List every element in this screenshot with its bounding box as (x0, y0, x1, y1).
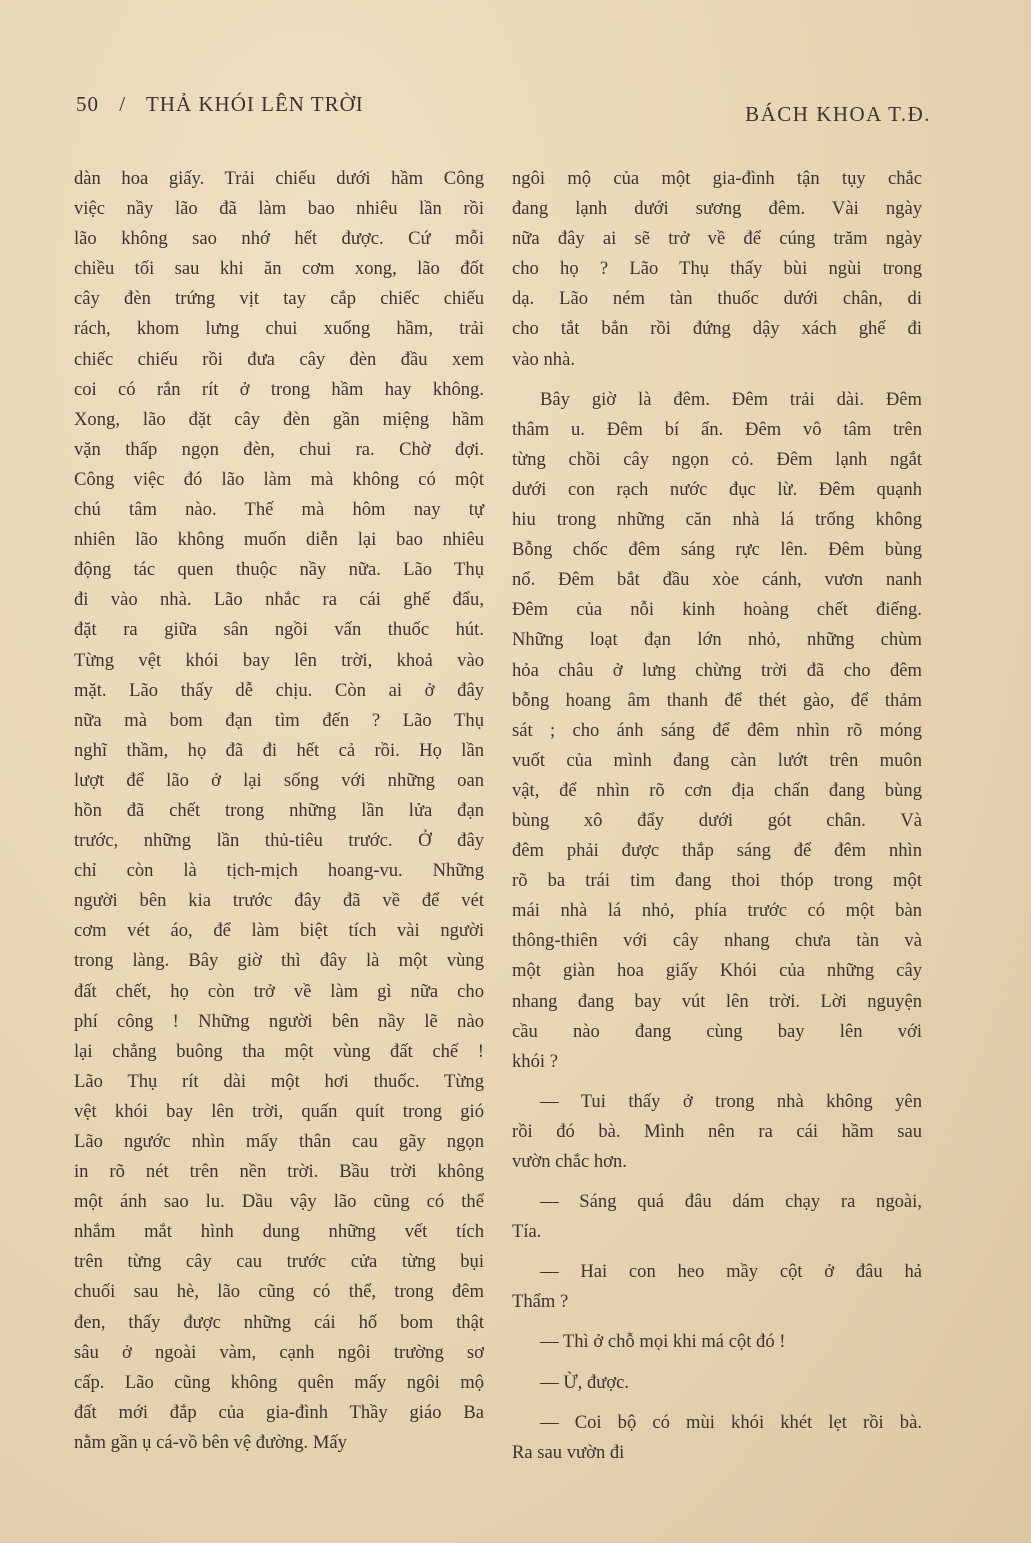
text-line: nhắm mắt hình dung những vết tích (74, 1221, 484, 1243)
text-line: Bây giờ là đêm. Đêm trải dài. Đêm (540, 388, 922, 410)
text-line: việc nầy lão đã làm bao nhiêu lần rồi (74, 198, 484, 220)
text-line: cơm vét áo, để làm biệt tích vài người (74, 920, 484, 942)
text-line: Thẩm ? (512, 1291, 569, 1313)
text-line: rách, khom lưng chui xuống hầm, trải (74, 318, 484, 340)
page-header (76, 92, 931, 132)
text-line: vệt khói bay lên trời, quấn quít trong gió (74, 1100, 484, 1122)
paragraph (512, 1187, 922, 1247)
text-line: chú tâm nào. Thế mà hôm nay tự (74, 499, 484, 521)
text-line: dưới con rạch nước đục lừ. Đêm quạnh (512, 478, 922, 500)
header-separator: / (119, 92, 127, 116)
text-line: Lão Thụ rít dài một hơi thuốc. Từng (74, 1070, 484, 1092)
text-line: cấp. Lão cũng không quên mấy ngôi mộ (74, 1371, 484, 1393)
text-line: — Hai con heo mầy cột ở đâu hả (540, 1261, 922, 1283)
text-line: từng chồi cây ngọn cỏ. Đêm lạnh ngắt (512, 448, 922, 470)
text-line: nổ. Đêm bắt đầu xòe cánh, vươn nanh (512, 569, 922, 591)
text-line: trước, những lần thủ-tiêu trước. Ở đây (74, 830, 484, 852)
text-line: cho tắt bẳn rồi đứng dậy xách ghế đi (512, 318, 922, 340)
paragraph (512, 1257, 922, 1317)
text-line: nữa mà bom đạn tìm đến ? Lão Thụ (74, 709, 484, 731)
text-line: trên từng cây cau trước cửa từng bụi (74, 1251, 484, 1273)
text-line: Từng vệt khói bay lên trời, khoả vào (74, 649, 484, 671)
text-line: ngôi mộ của một gia-đình tận tụy chắc (512, 168, 922, 189)
text-line: mái nhà lá nhỏ, phía trước có một bàn (512, 900, 922, 922)
text-line: Ra sau vườn đi (512, 1441, 625, 1463)
text-line: vuốt của mình đang càn lướt trên muôn (512, 749, 922, 771)
text-line: nhiên lão không muốn diễn lại bao nhiêu (74, 529, 484, 551)
text-line: nữa đây ai sẽ trở về để cúng trăm ngày (512, 228, 922, 250)
text-line: dạ. Lão ném tàn thuốc dưới chân, di (512, 288, 922, 310)
paragraph (512, 164, 922, 375)
right-column (512, 164, 922, 1468)
text-line: Bỗng chốc đêm sáng rực lên. Đêm bùng (512, 539, 922, 561)
paragraph-gap (512, 1177, 922, 1187)
paragraph-gap (512, 1317, 922, 1327)
text-line: Tía. (512, 1221, 542, 1243)
text-line: bùng xô đẩy dưới gót chân. Và (512, 809, 922, 831)
article-title: THẢ KHÓI LÊN TRỜI (145, 92, 364, 116)
text-line: động tác quen thuộc nầy nữa. Lão Thụ (74, 559, 484, 581)
text-line: dàn hoa giấy. Trải chiếu dưới hầm Công (74, 168, 484, 189)
text-line: thâm u. Đêm bí ẩn. Đêm vô tâm trên (512, 418, 922, 440)
text-line: cây đèn trứng vịt tay cắp chiếc chiếu (74, 288, 484, 310)
text-line: đất chết, họ còn trở về làm gì nữa cho (74, 980, 484, 1002)
paragraph-gap (512, 1077, 922, 1087)
text-line: lại chẳng buông tha một vùng đất chế ! (74, 1040, 484, 1062)
paragraph-gap (512, 1247, 922, 1257)
text-line: — Ừ, được. (540, 1371, 630, 1393)
text-line: vườn chắc hơn. (512, 1151, 627, 1172)
text-line: chiều tối sau khi ăn cơm xong, lão đốt (74, 258, 484, 280)
text-line: đang lạnh dưới sương đêm. Vài ngày (512, 198, 922, 220)
paragraph (512, 1327, 922, 1357)
text-line: coi có rắn rít ở trong hầm hay không. (74, 378, 484, 400)
text-line: Những loạt đạn lớn nhỏ, những chùm (512, 629, 922, 651)
text-line: cầu nào đang cùng bay lên với (512, 1020, 922, 1042)
paragraph-gap (512, 1358, 922, 1368)
paragraph (512, 1368, 922, 1398)
text-line: vặn thấp ngọn đèn, chui ra. Chờ đợi. (74, 438, 484, 460)
text-line: vật, để nhìn rõ cơn địa chấn đang bùng (512, 779, 922, 801)
text-line: sâu ở ngoài vàm, cạnh ngôi trường sơ (74, 1341, 484, 1363)
text-line: rõ ba trái tim đang thoi thóp trong một (512, 870, 922, 892)
text-line: bỗng hoang âm thanh để thét gào, để thảm (512, 689, 922, 711)
text-line: hồn đã chết trong những lần lửa đạn (74, 799, 484, 821)
paragraph (74, 164, 484, 1458)
text-line: Đêm của nỗi kinh hoàng chết điếng. (512, 599, 922, 621)
text-line: — Tui thấy ở trong nhà không yên (540, 1090, 922, 1112)
text-line: đi vào nhà. Lão nhắc ra cái ghế đẩu, (74, 589, 484, 611)
text-line: mặt. Lão thấy dễ chịu. Còn ai ở đây (74, 679, 484, 701)
text-line: in rõ nét trên nền trời. Bầu trời không (74, 1161, 484, 1183)
text-line: đêm phải được thắp sáng để đêm nhìn (512, 840, 922, 862)
text-line: một ánh sao lu. Dầu vậy lão cũng có thể (74, 1191, 484, 1213)
text-line: Xong, lão đặt cây đèn gần miệng hầm (74, 408, 484, 430)
text-line: đặt ra giữa sân ngồi vấn thuốc hút. (74, 619, 484, 641)
text-line: — Sáng quá đâu dám chạy ra ngoài, (540, 1191, 922, 1213)
text-line: rồi đó bà. Mình nên ra cái hầm sau (512, 1120, 922, 1142)
paragraph (512, 1087, 922, 1177)
text-line: nhang đang bay vút lên trời. Lời nguyện (512, 990, 922, 1012)
text-line: Lão ngước nhìn mấy thân cau gãy ngọn (74, 1131, 484, 1152)
text-line: Công việc đó lão làm mà không có một (74, 468, 484, 490)
page-number: 50 (76, 92, 99, 116)
text-line: hiu trong những căn nhà lá trống không (512, 509, 922, 531)
text-line: trong làng. Bây giờ thì đây là một vùng (74, 950, 484, 972)
header-left (76, 92, 364, 117)
text-line: nghĩ thầm, họ đã đi hết cả rồi. Họ lần (74, 739, 484, 761)
text-line: — Thì ở chỗ mọi khi má cột đó ! (540, 1331, 786, 1353)
paragraph (512, 1408, 922, 1468)
text-line: vào nhà. (512, 348, 575, 370)
text-line: khói ? (512, 1050, 558, 1072)
text-line: lão không sao nhớ hết được. Cứ mỗi (74, 228, 484, 250)
text-line: một giàn hoa giấy Khói của những cây (512, 960, 922, 982)
text-line: đen, thấy được những cái hố bom thật (74, 1311, 484, 1333)
text-line: đất mới đắp của gia-đình Thầy giáo Ba (74, 1401, 484, 1423)
text-line: nằm gần ụ cá-vồ bên vệ đường. Mấy (74, 1431, 347, 1453)
text-line: chỉ còn là tịch-mịch hoang-vu. Những (74, 860, 484, 882)
text-line: chiếc chiếu rồi đưa cây đèn đầu xem (74, 348, 484, 370)
text-line: phí công ! Những người bên nầy lẽ nào (74, 1010, 484, 1032)
paragraph-gap (512, 375, 922, 385)
text-line: sát ; cho ánh sáng để đêm nhìn rõ móng (512, 719, 922, 741)
text-line: người bên kia trước đây đã về để vét (74, 890, 484, 912)
left-column (74, 164, 484, 1458)
text-line: hỏa châu ở lưng chừng trời đã cho đêm (512, 659, 922, 681)
paragraph-gap (512, 1398, 922, 1408)
text-line: chuối sau hè, lão cũng có thể, trong đêm (74, 1281, 484, 1303)
journal-name: BÁCH KHOA T.Đ. (745, 102, 931, 126)
text-line: lượt để lão ở lại sống với những oan (74, 769, 484, 791)
text-line: — Coi bộ có mùi khói khét lẹt rồi bà. (540, 1411, 922, 1433)
text-line: cho họ ? Lão Thụ thấy bùi ngùi trong (512, 258, 922, 280)
paragraph (512, 385, 922, 1077)
text-line: thông-thiên với cây nhang chưa tàn và (512, 930, 922, 952)
